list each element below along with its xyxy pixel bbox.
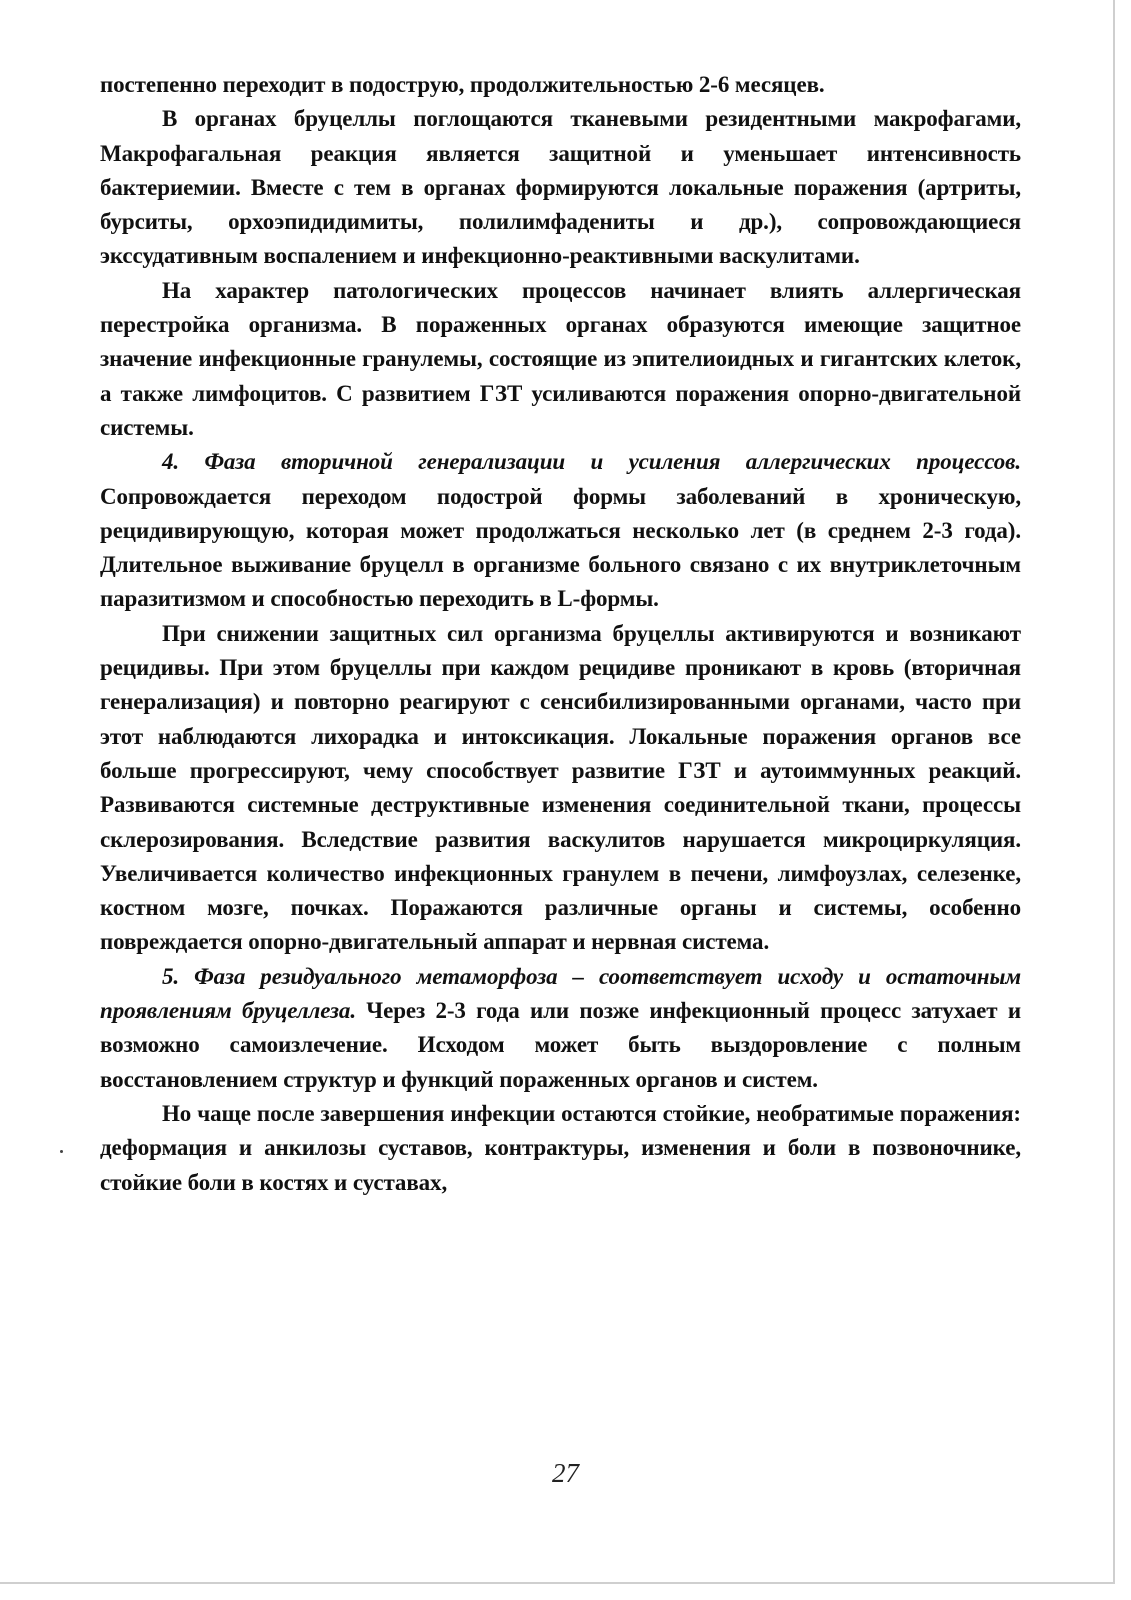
paragraph-1: [100, 68, 1021, 102]
phase-4-heading: 4. Фаза вторичной генерализации и усиления аллергических процессов.: [162, 449, 1021, 475]
paragraph-7: [100, 1097, 1021, 1200]
paragraph-5: [100, 617, 1021, 960]
phase-4-text: Сопровождается переходом подострой формы заболеваний в хроническую, рецидивирующую, которая может продолжаться несколько лет (в среднем 2-3 года). Длительное выживание бруцелл в организме больного связано с их внутриклеточным паразитизмом и способностью переходить в L-формы.: [100, 483, 1021, 612]
phase-5-text: Через 2-3 года или позже инфекционный процесс затухает и возможно самоизлечение. Исходом может быть выздоровление с полным восстановлением структур и функций пораженных органов и систем.: [100, 998, 1021, 1092]
paragraph-4-phase-4: [100, 445, 1021, 616]
body-text: [100, 68, 1021, 1200]
paragraph-2: [100, 102, 1021, 273]
paragraph-7-text: Но чаще после завершения инфекции остаются стойкие, необратимые поражения: деформация и анкилозы суставов, контрактуры, изменения и боли в позвоночнике, стойкие боли в костях и суставах,: [100, 1100, 1021, 1195]
margin-mark: [60, 1150, 63, 1153]
paragraph-3-text: На характер патологических процессов начинает влиять аллергическая перестройка организма. В пораженных органах образуются имеющие защитное значение инфекционные гранулемы, состоящие из эпителиоидных и гигантских клеток, а также лимфоцитов. С развитием ГЗТ усиливаются поражения опорно-двигательной системы.: [100, 277, 1021, 440]
paragraph-3: [100, 274, 1021, 445]
paragraph-2-text: В органах бруцеллы поглощаются тканевыми резидентными макрофагами, Макрофагальная реакция является защитной и уменьшает интенсивность бактериемии. Вместе с тем в органах формируются локальные поражения (артриты, бурситы, орхоэпидидимиты, полилимфадениты и др.), сопровождающиеся экссудативным воспалением и инфекционно-реактивными васкулитами.: [100, 106, 1021, 269]
page-number: 27: [552, 1458, 579, 1488]
paragraph-6-phase-5: [100, 960, 1021, 1097]
phase-5-heading: 5. Фаза резидуального метаморфоза – соответствует исходу и остаточным проявлениям бруцеллеза.: [100, 963, 1021, 1024]
paragraph-1-text: постепенно переходит в подострую, продолжительностью 2-6 месяцев.: [100, 72, 825, 97]
paragraph-5-text: При снижении защитных сил организма бруцеллы активируются и возникают рецидивы. При этом бруцеллы при каждом рецидиве проникают в кровь (вторичная генерализация) и повторно реагируют с сенсибилизированными органами, часто при этот наблюдаются лихорадка и интоксикация. Локальные поражения органов все больше прогрессируют, чему способствует развитие ГЗТ и аутоиммунных реакций. Развиваются системные деструктивные изменения соединительной ткани, процессы склерозирования. Вследствие развития васкулитов нарушается микроциркуляция. Увеличивается количество инфекционных гранулем в печени, лимфоузлах, селезенке, костном мозге, почках. Поражаются различные органы и системы, особенно повреждается опорно-двигательный аппарат и нервная система.: [100, 620, 1021, 955]
